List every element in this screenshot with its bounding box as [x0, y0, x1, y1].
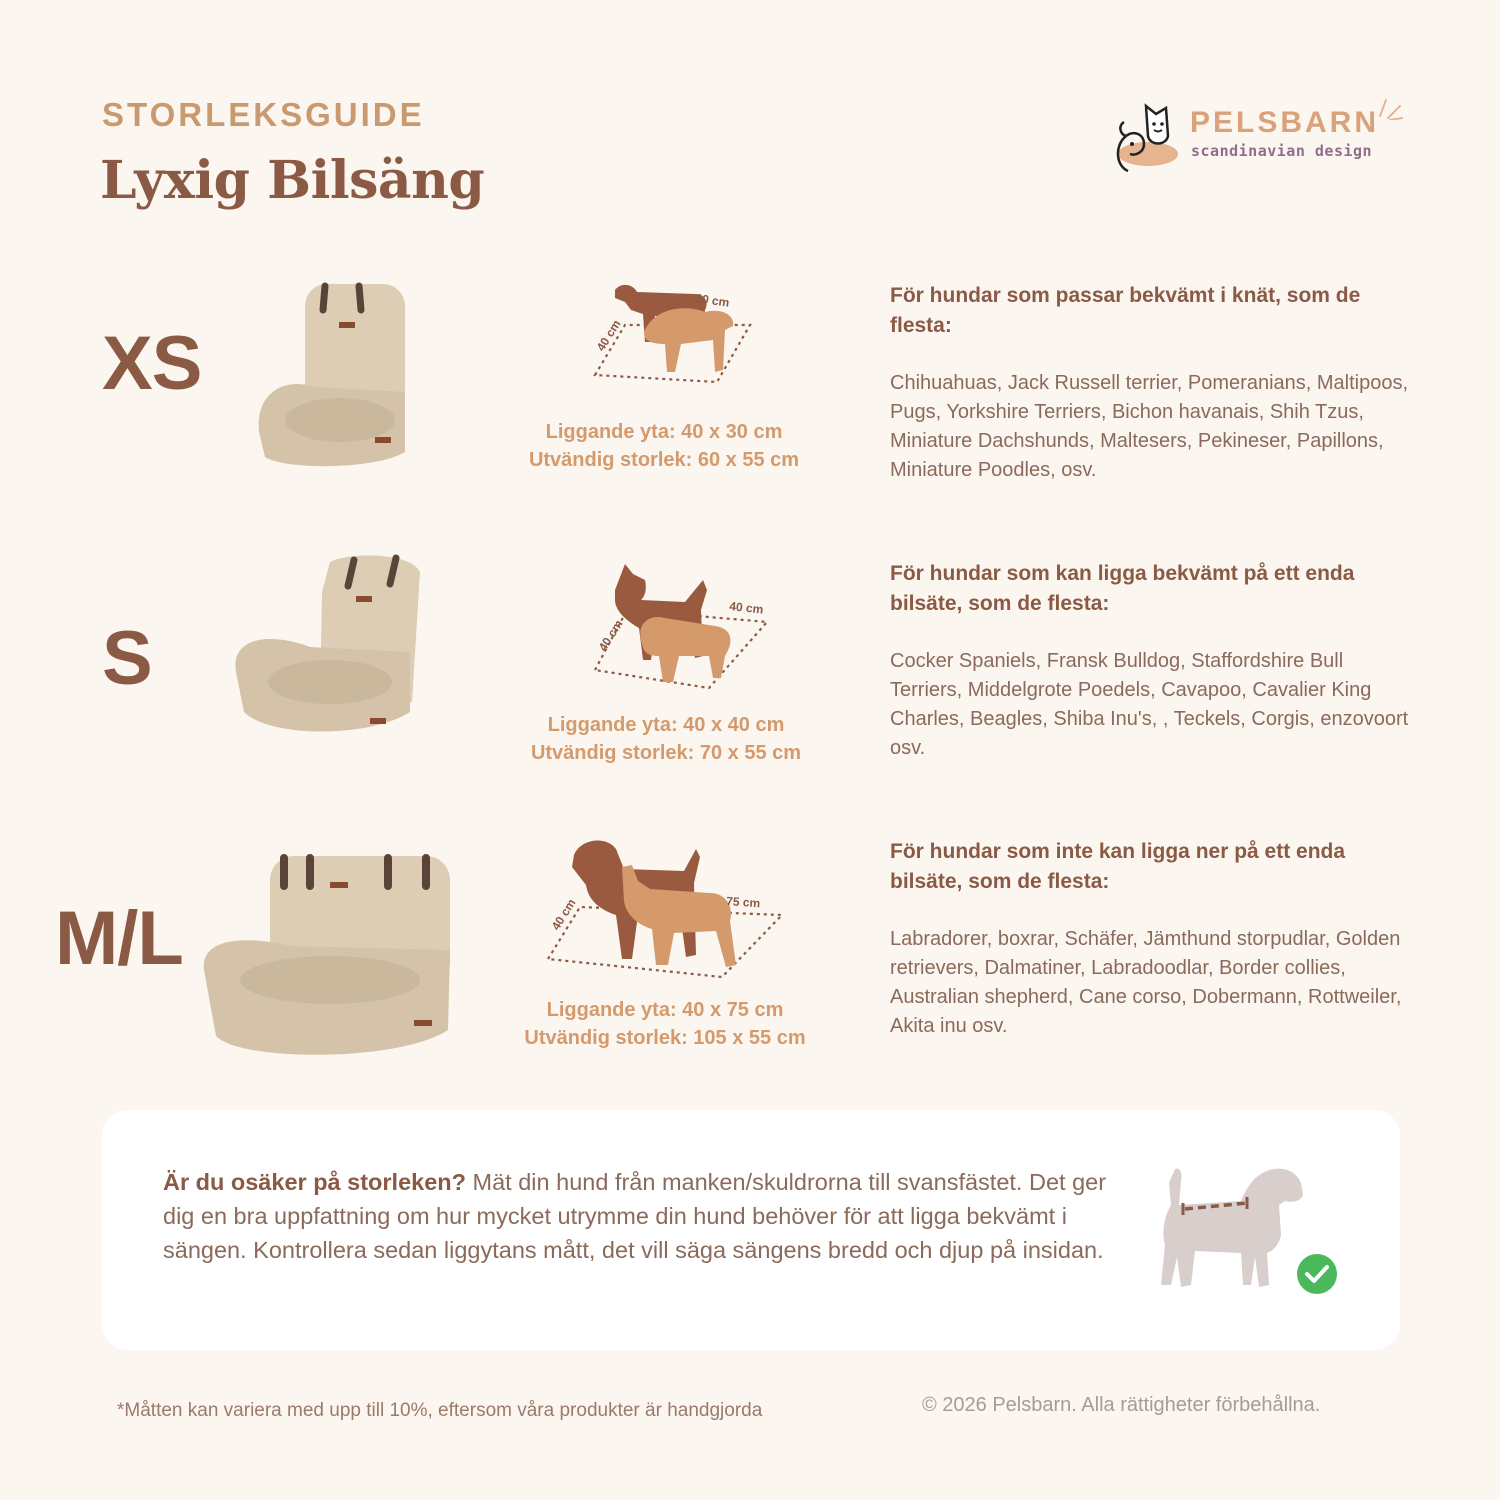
bed-xs-image	[255, 282, 415, 472]
dims-xs	[494, 418, 834, 474]
diagram-ml-width: 75 cm	[725, 894, 761, 911]
desc-xs-lead: För hundar som passar bekvämt i knät, som de flesta:	[890, 284, 1361, 337]
brand-logo	[1108, 96, 1408, 182]
dims-ml	[495, 996, 835, 1052]
cat-dog-logo-icon	[1108, 96, 1188, 182]
logo-name: PELSBARN	[1190, 106, 1380, 139]
dims-xs-lying: Liggande yta: 40 x 30 cm	[545, 421, 783, 443]
dims-s	[496, 711, 836, 767]
dims-xs-outer: Utvändig storlek: 60 x 55 cm	[528, 449, 800, 471]
desc-xs-breeds: Chihuahuas, Jack Russell terrier, Pomeranians, Maltipoos, Pugs, Yorkshire Terriers, Bichon havanais, Shih Tzus, Miniature Dachshunds, Maltesers, Pekineser, Papillons, Miniature Poodles, osv.	[890, 372, 1409, 481]
checkmark-icon	[1297, 1254, 1337, 1294]
bed-s-image	[230, 552, 430, 737]
bed-ml-image	[200, 850, 455, 1062]
size-tip-question: Är du osäker på storleken?	[163, 1169, 466, 1195]
desc-ml-breeds: Labradorer, boxrar, Schäfer, Jämthund storpudlar, Golden retrievers, Dalmatiner, Labradoodlar, Border collies, Australian shepherd, Cane corso, Dobermann, Rottweiler, Akita inu osv.	[890, 928, 1402, 1037]
size-tip-body: Mät din hund från manken/skuldrorna till svansfästet. Det ger dig en bra uppfattning om hur mycket utrymme din hund behöver för att ligga bekvämt i sängen. Kontrollera sedan liggytans mått, det vill säga sängens bredd och djup på insidan.	[163, 1169, 1107, 1263]
desc-s	[890, 559, 1410, 763]
diagram-s	[585, 560, 775, 695]
size-label-xs: XS	[102, 321, 202, 406]
diagram-xs-depth: 40 cm	[593, 317, 624, 354]
desc-ml	[890, 837, 1410, 1041]
sparkle-icon	[1376, 96, 1404, 120]
desc-s-breeds: Cocker Spaniels, Fransk Bulldog, Staffordshire Bull Terriers, Middelgrote Poedels, Cavapoo, Cavalier King Charles, Beagles, Shiba Inu's, , Teckels, Corgis, enzovoort osv.	[890, 650, 1409, 759]
diagram-ml	[540, 835, 790, 985]
dims-ml-outer: Utvändig storlek: 105 x 55 cm	[524, 1027, 806, 1049]
diagram-ml-depth: 40 cm	[548, 896, 579, 933]
desc-xs	[890, 281, 1410, 485]
dims-s-lying: Liggande yta: 40 x 40 cm	[547, 714, 785, 736]
copyright: © 2026 Pelsbarn. Alla rättigheter förbehållna.	[922, 1394, 1321, 1416]
diagram-s-width: 40 cm	[728, 599, 764, 617]
diagram-s-depth: 40 cm	[595, 617, 626, 654]
size-tip-text	[163, 1165, 1113, 1267]
footnote: *Måtten kan variera med upp till 10%, eftersom våra produkter är handgjorda	[117, 1400, 763, 1421]
size-label-s: S	[102, 616, 152, 701]
diagram-xs-width: 30 cm	[694, 291, 731, 310]
desc-ml-lead: För hundar som inte kan ligga ner på ett enda bilsäte, som de flesta:	[890, 840, 1346, 893]
desc-s-lead: För hundar som kan ligga bekvämt på ett enda bilsäte, som de flesta:	[890, 562, 1355, 615]
diagram-xs	[585, 280, 760, 395]
eyebrow-label: STORLEKSGUIDE	[102, 96, 425, 133]
dims-s-outer: Utvändig storlek: 70 x 55 cm	[530, 742, 802, 764]
size-label-ml: M/L	[55, 896, 183, 981]
page-title: Lyxig Bilsäng	[100, 150, 485, 211]
dims-ml-lying: Liggande yta: 40 x 75 cm	[546, 999, 784, 1021]
logo-tagline: scandinavian design	[1191, 142, 1373, 160]
